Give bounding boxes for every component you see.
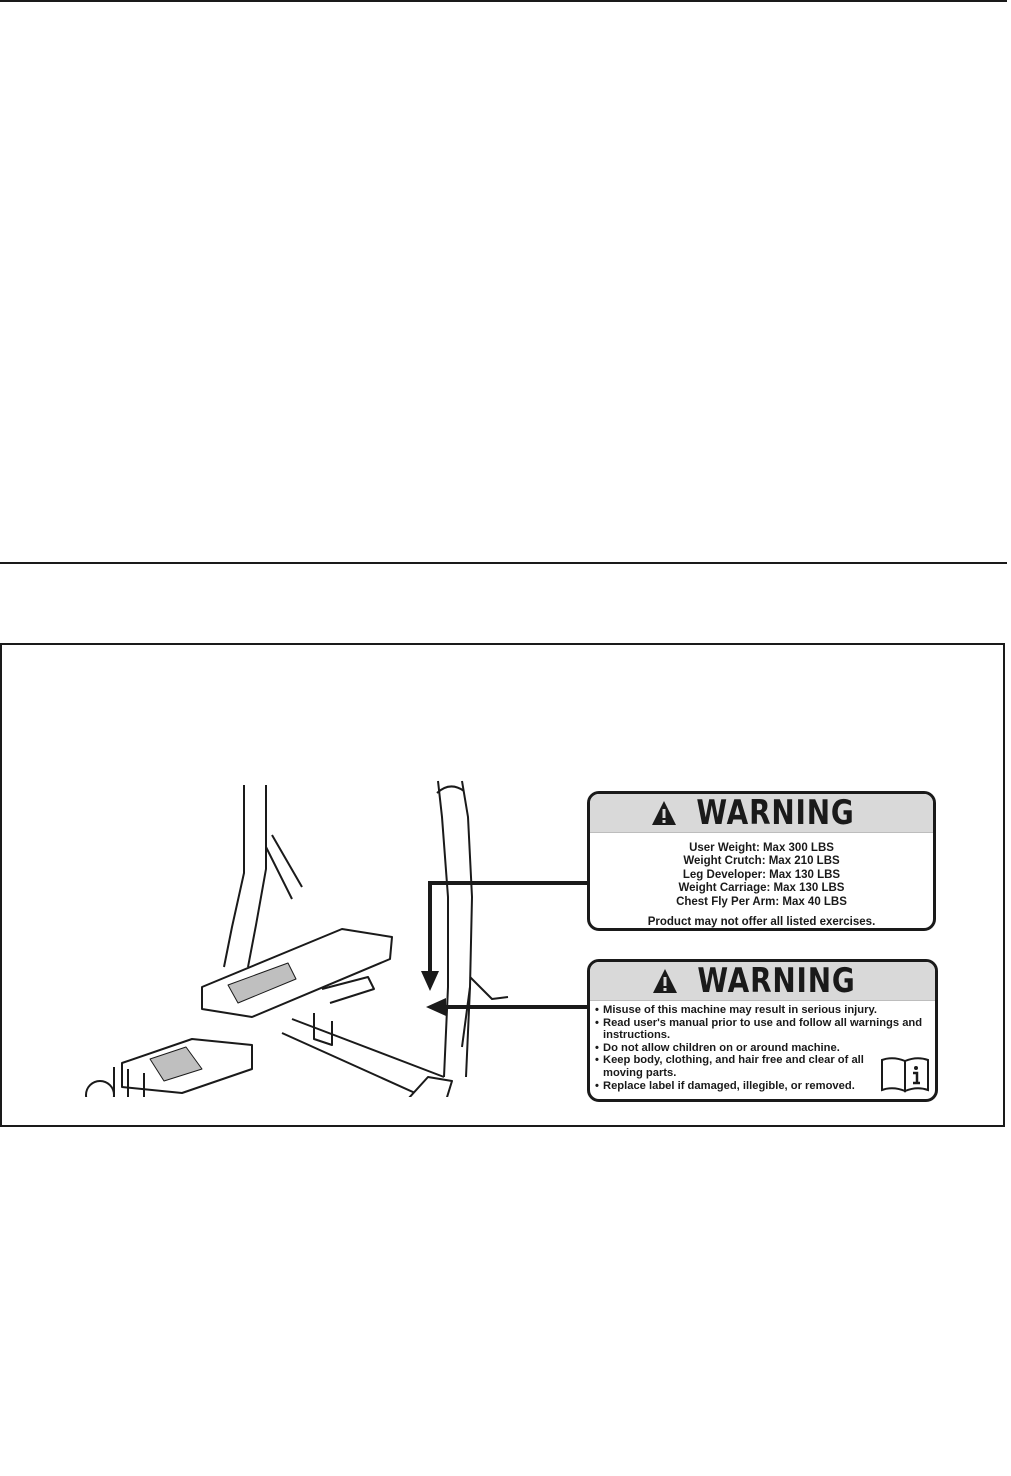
capacity-warning-label	[587, 791, 936, 931]
warning-label-figure	[0, 643, 1005, 1127]
capacity-line: Chest Fly Per Arm: Max 40 LBS	[676, 895, 847, 908]
safety-warning-label	[587, 959, 938, 1102]
capacity-label-header	[590, 794, 933, 833]
section-rule	[0, 562, 1007, 564]
capacity-line: Weight Carriage: Max 130 LBS	[678, 882, 845, 895]
safety-item: • Misuse of this machine may result in serious injury.	[595, 1004, 935, 1017]
warning-triangle-icon	[652, 968, 678, 994]
safety-item: • Replace label if damaged, illegible, or removed.	[595, 1080, 935, 1093]
safety-label-heading: WARNING	[697, 961, 856, 1001]
capacity-line: User Weight: Max 300 LBS	[689, 842, 834, 854]
top-rule	[0, 0, 1007, 2]
manual-book-icon	[880, 1055, 930, 1093]
safety-label-header	[590, 962, 935, 1001]
weight-bench-illustration	[52, 777, 572, 1097]
safety-item: • Read user's manual prior to use and follow all warnings and instructions.	[595, 1017, 933, 1042]
safety-item: • Keep body, clothing, and hair free and clear of all moving parts.	[595, 1054, 878, 1079]
capacity-line: Weight Crutch: Max 210 LBS	[683, 855, 840, 868]
capacity-note: Product may not offer all listed exercises.	[647, 916, 876, 929]
safety-item: • Do not allow children on or around machine.	[595, 1042, 935, 1055]
capacity-line: Leg Developer: Max 130 LBS	[682, 868, 841, 881]
capacity-label-heading: WARNING	[696, 793, 855, 833]
warning-triangle-icon	[651, 800, 677, 826]
